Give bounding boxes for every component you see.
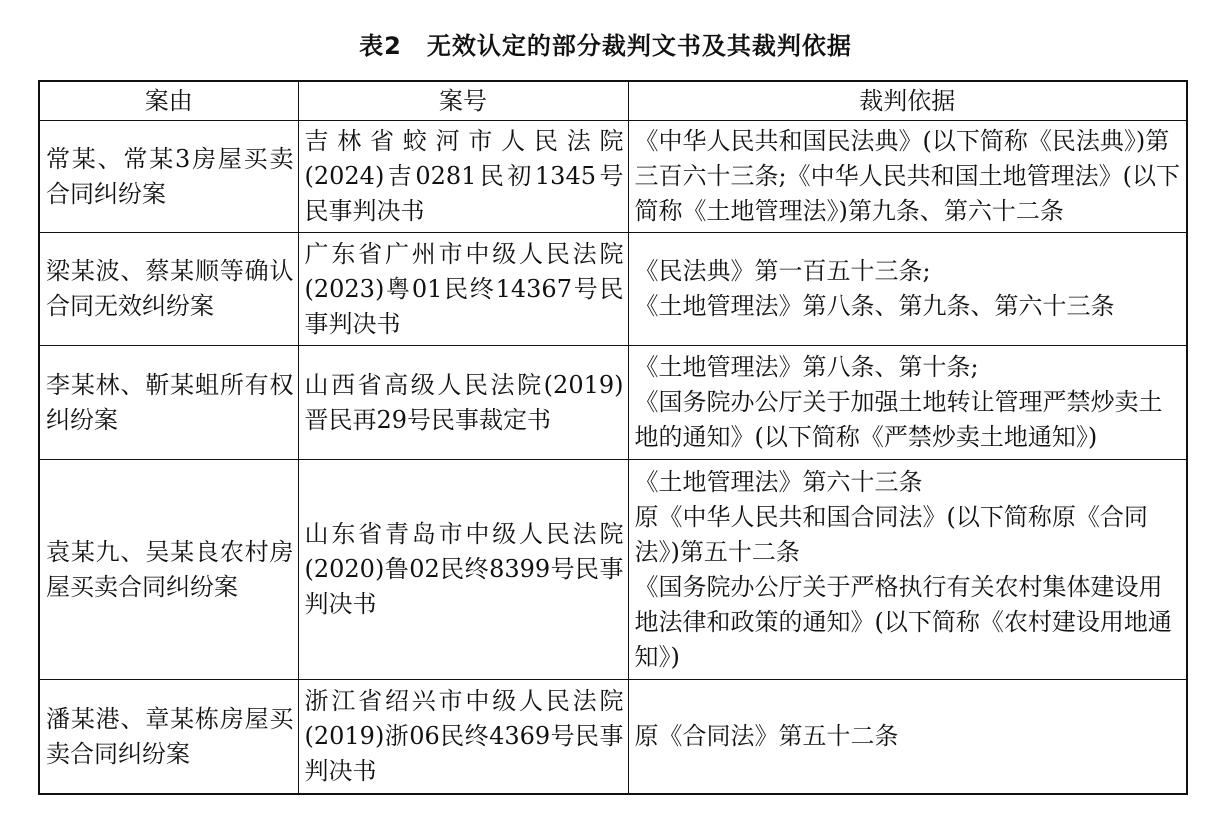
cause-cell: 李某林、靳某蛆所有权纠纷案 <box>39 346 298 460</box>
cause-cell: 袁某九、吴某良农村房屋买卖合同纠纷案 <box>39 460 298 680</box>
basis-line: 《国务院办公厅关于严格执行有关农村集体建设用地法律和政策的通知》(以下简称《农村建设用地通知》) <box>634 572 1172 671</box>
table-row <box>39 460 1187 680</box>
case-number-cell: 广东省广州市中级人民法院(2023)粤01民终14367号民事判决书 <box>298 233 628 346</box>
table-row <box>39 346 1187 460</box>
case-number-cell: 浙江省绍兴市中级人民法院(2019)浙06民终4369号民事判决书 <box>298 680 628 795</box>
basis-line: 《土地管理法》第六十三条 <box>634 467 923 496</box>
ruling-basis-cell <box>628 121 1187 233</box>
ruling-basis-cell <box>628 460 1187 680</box>
header-cause: 案由 <box>39 81 298 121</box>
table-row <box>39 680 1187 795</box>
case-number-cell: 山东省青岛市中级人民法院(2020)鲁02民终8399号民事判决书 <box>298 460 628 680</box>
header-case-number: 案号 <box>298 81 628 121</box>
basis-line: 《民法典》第一百五十三条; <box>634 257 931 285</box>
basis-line: 原《合同法》第五十二条 <box>634 722 899 750</box>
header-ruling-basis: 裁判依据 <box>628 81 1187 121</box>
basis-line: 《土地管理法》第八条、第九条、第六十三条 <box>634 292 1115 320</box>
ruling-basis-cell <box>628 680 1187 795</box>
rulings-table <box>38 80 1188 795</box>
ruling-basis-cell <box>628 233 1187 346</box>
basis-line: 《土地管理法》第八条、第十条; <box>634 353 979 381</box>
table-row <box>39 121 1187 233</box>
table-header-row <box>39 81 1187 121</box>
table-caption: 表2 无效认定的部分裁判文书及其裁判依据 <box>359 32 852 60</box>
cause-cell: 常某、常某3房屋买卖合同纠纷案 <box>39 121 298 233</box>
table-row <box>39 233 1187 346</box>
cause-cell: 梁某波、蔡某顺等确认合同无效纠纷案 <box>39 233 298 346</box>
ruling-basis-cell <box>628 346 1187 460</box>
case-number-cell: 山西省高级人民法院(2019)晋民再29号民事裁定书 <box>298 346 628 460</box>
basis-line: 《中华人民共和国民法典》(以下简称《民法典》)第三百六十三条;《中华人民共和国土地管理法》(以下简称《土地管理法》)第九条、第六十二条 <box>634 127 1180 225</box>
case-number-cell: 吉林省蛟河市人民法院(2024)吉0281民初1345号民事判决书 <box>298 121 628 233</box>
cause-cell: 潘某港、章某栋房屋买卖合同纠纷案 <box>39 680 298 795</box>
basis-line: 原《中华人民共和国合同法》(以下简称原《合同法》)第五十二条 <box>634 502 1148 566</box>
basis-line: 《国务院办公厅关于加强土地转让管理严禁炒卖土地的通知》(以下简称《严禁炒卖土地通知》) <box>634 388 1163 451</box>
